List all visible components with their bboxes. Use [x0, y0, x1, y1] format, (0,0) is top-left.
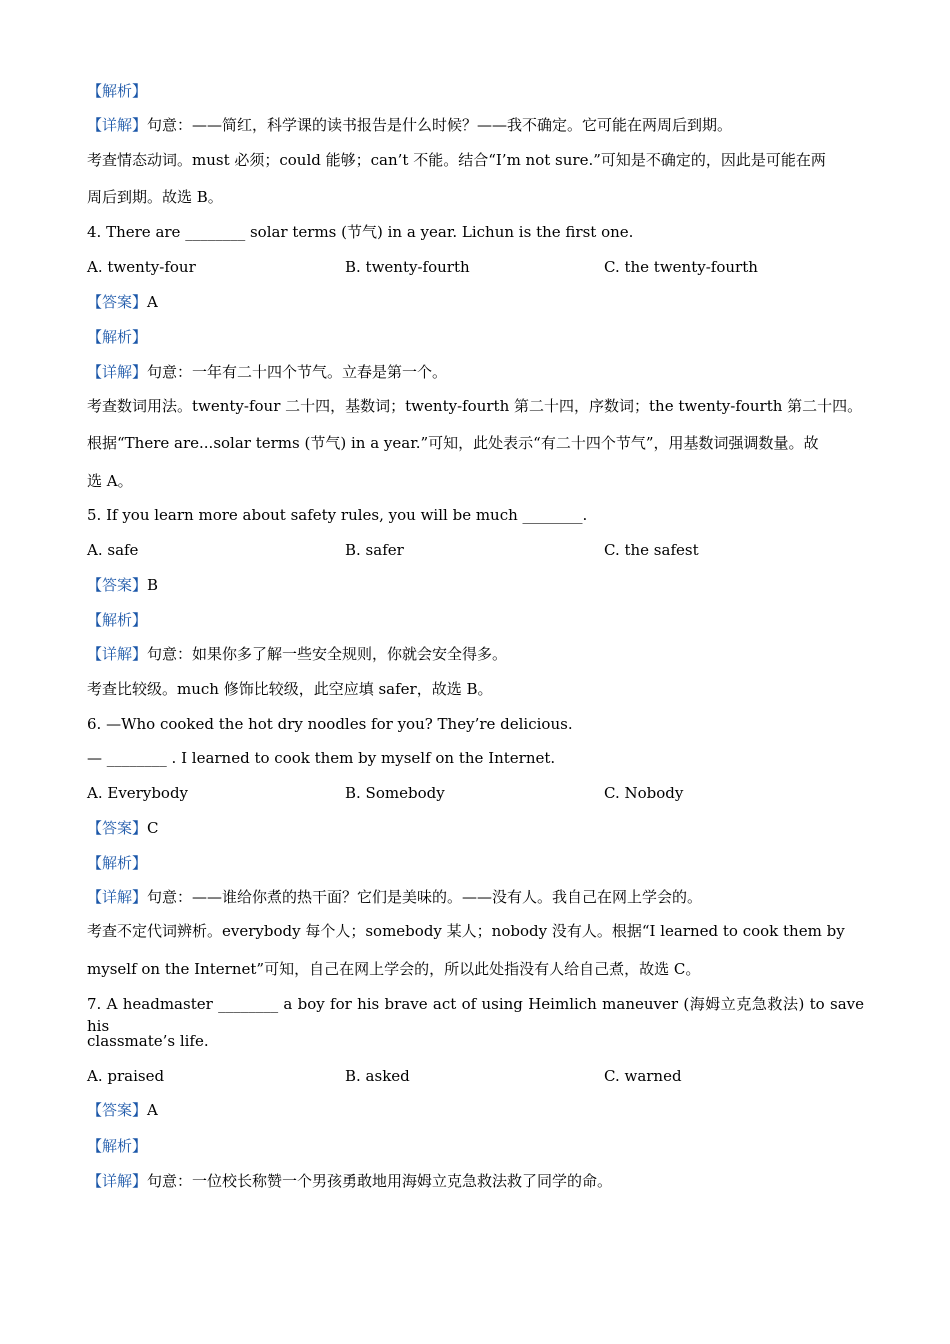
explanation-text: 周后到期。故选 B。	[87, 188, 223, 206]
detail-tag: 【详解】	[87, 116, 148, 134]
q5-answer: B	[147, 576, 159, 594]
question-6-stem-reply: — ________ . I learned to cook them by myself on the Internet.	[87, 749, 556, 767]
question-7-stem-cont: classmate’s life.	[87, 1032, 209, 1050]
q4-answer-line	[87, 291, 864, 313]
analysis-tag: 【解析】	[87, 82, 148, 100]
q6-option-a: A. Everybody	[87, 784, 189, 802]
detail-tag: 【详解】	[87, 888, 148, 906]
detail-tag: 【详解】	[87, 1172, 148, 1190]
detail-line	[87, 114, 864, 136]
q6-answer: C	[147, 819, 159, 837]
explanation-text: 考查数词用法。twenty-four 二十四，基数词；twenty-fourth 第二十四，序数词；the twenty-fourth 第二十四。	[87, 397, 863, 415]
q5-detail-line	[87, 643, 864, 665]
answer-tag: 【答案】	[87, 819, 148, 837]
q6-option-c: C. Nobody	[604, 784, 684, 802]
q4-detail-line	[87, 361, 864, 383]
detail-tag: 【详解】	[87, 363, 148, 381]
q4-analysis-heading	[87, 326, 864, 348]
analysis-tag: 【解析】	[87, 611, 148, 629]
q7-analysis-heading	[87, 1135, 864, 1157]
q5-answer-line	[87, 574, 864, 596]
explanation-text: 考查比较级。much 修饰比较级，此空应填 safer，故选 B。	[87, 680, 493, 698]
analysis-tag: 【解析】	[87, 328, 148, 346]
detail-text: 句意：如果你多了解一些安全规则，你就会安全得多。	[147, 645, 508, 663]
detail-text: 句意：一位校长称赞一个男孩勇敢地用海姆立克急救法救了同学的命。	[147, 1172, 613, 1190]
question-4-stem: 4. There are ________ solar terms (节气) in a year. Lichun is the first one.	[87, 223, 634, 241]
answer-tag: 【答案】	[87, 1101, 148, 1119]
analysis-tag: 【解析】	[87, 854, 148, 872]
q7-answer-line	[87, 1099, 864, 1121]
question-7-stem: 7. A headmaster ________ a boy for his brave act of using Heimlich maneuver (海姆立克急救法) to save his	[87, 995, 864, 1035]
q6-detail-line	[87, 886, 864, 908]
q5-option-c: C. the safest	[604, 541, 699, 559]
explanation-text: 考查不定代词辨析。everybody 每个人；somebody 某人；nobody 没有人。根据“I learned to cook them by	[87, 922, 845, 940]
analysis-tag: 【解析】	[87, 1137, 148, 1155]
analysis-heading	[87, 80, 864, 102]
q7-answer: A	[147, 1101, 158, 1119]
q4-option-a: A. twenty-four	[87, 258, 196, 276]
q5-analysis-heading	[87, 609, 864, 631]
q5-option-b: B. safer	[345, 541, 404, 559]
q7-option-a: A. praised	[87, 1067, 165, 1085]
q4-option-b: B. twenty-fourth	[345, 258, 470, 276]
explanation-text: 选 A。	[87, 472, 133, 490]
answer-tag: 【答案】	[87, 293, 148, 311]
q7-option-b: B. asked	[345, 1067, 410, 1085]
question-6-stem: 6. —Who cooked the hot dry noodles for you? They’re delicious.	[87, 715, 573, 733]
q7-detail-line	[87, 1170, 864, 1192]
detail-text: 句意：——简红，科学课的读书报告是什么时候？——我不确定。它可能在两周后到期。	[147, 116, 733, 134]
detail-text: 句意：一年有二十四个节气。立春是第一个。	[147, 363, 448, 381]
detail-text: 句意：——谁给你煮的热干面？它们是美味的。——没有人。我自己在网上学会的。	[147, 888, 703, 906]
q6-answer-line	[87, 817, 864, 839]
q6-analysis-heading	[87, 852, 864, 874]
q6-option-b: B. Somebody	[345, 784, 445, 802]
question-5-stem: 5. If you learn more about safety rules, you will be much ________.	[87, 506, 588, 524]
explanation-text: 考查情态动词。must 必须；could 能够；can’t 不能。结合“I’m not sure.”可知是不确定的，因此是可能在两	[87, 151, 826, 169]
q4-option-c: C. the twenty-fourth	[604, 258, 758, 276]
explanation-text: myself on the Internet”可知，自己在网上学会的，所以此处指没有人给自己煮，故选 C。	[87, 960, 701, 978]
explanation-text: 根据“There are...solar terms (节气) in a year.”可知，此处表示“有二十四个节气”，用基数词强调数量。故	[87, 434, 819, 452]
q7-option-c: C. warned	[604, 1067, 682, 1085]
q5-option-a: A. safe	[87, 541, 139, 559]
q4-answer: A	[147, 293, 158, 311]
detail-tag: 【详解】	[87, 645, 148, 663]
answer-tag: 【答案】	[87, 576, 148, 594]
